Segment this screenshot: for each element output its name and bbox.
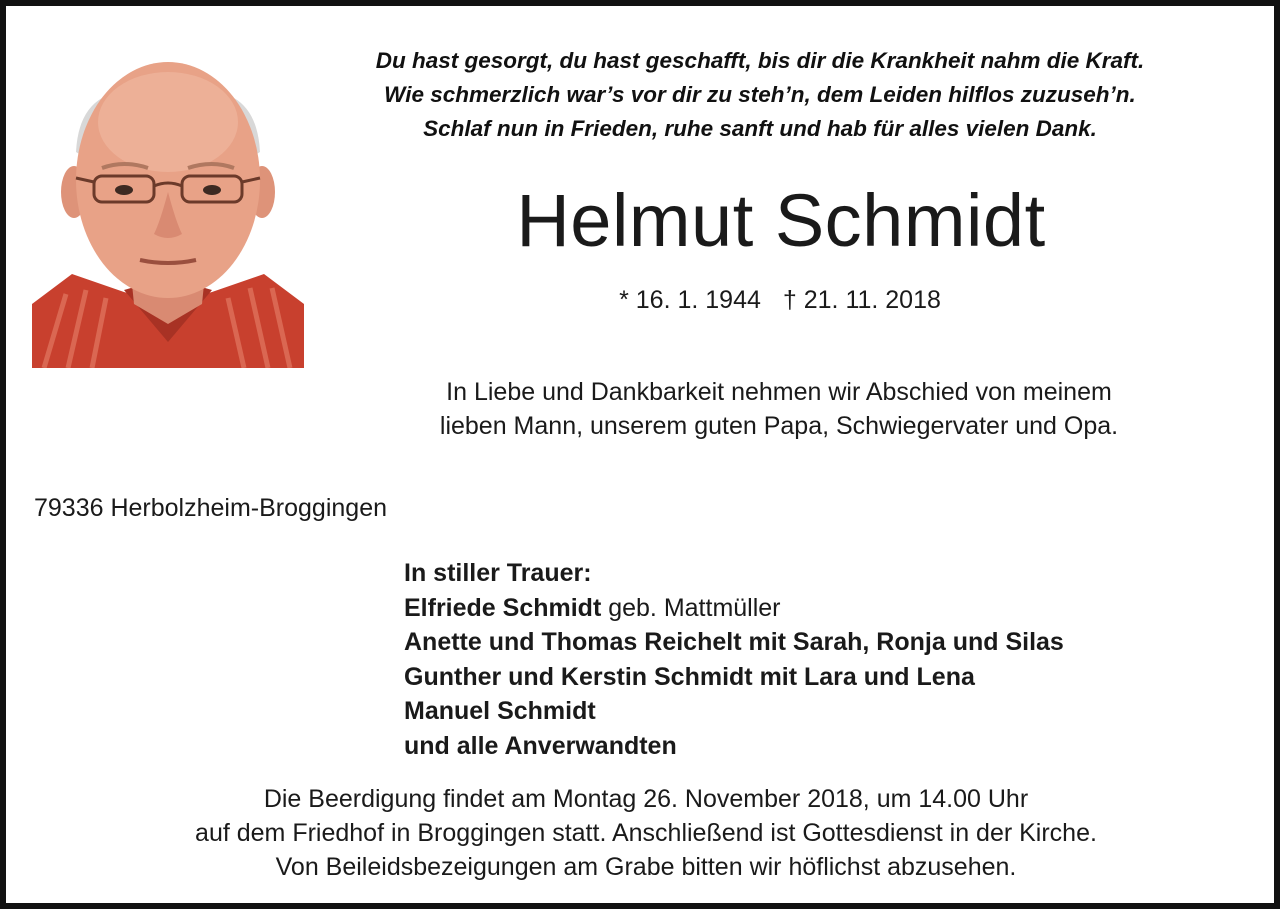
poem-line: Wie schmerzlich war’s vor dir zu steh’n, dem Leiden hilflos zuzuseh’n. (384, 82, 1136, 107)
farewell-text (336, 375, 1222, 443)
mourner-family: Anette und Thomas Reichelt mit Sarah, Ronja und Silas (404, 628, 1064, 656)
spouse-name: Elfriede Schmidt (404, 593, 602, 622)
poem-line: Du hast gesorgt, du hast geschafft, bis dir die Krankheit nahm die Kraft. (375, 48, 1145, 73)
mourner-spouse (404, 591, 1264, 626)
mourner-family: Manuel Schmidt (404, 697, 596, 725)
birth-date: * 16. 1. 1944 (619, 286, 761, 314)
mourner-family: und alle Anverwandten (404, 731, 677, 760)
funeral-line: Die Beerdigung findet am Montag 26. November 2018, um 14.00 Uhr (263, 785, 1029, 813)
funeral-line: Von Beileidsbezeigungen am Grabe bitten wir höflichst abzusehen. (275, 853, 1017, 881)
place-of-residence: 79336 Herbolzheim-Broggingen (34, 494, 388, 522)
mourners-heading: In stiller Trauer: (404, 559, 592, 587)
poem (256, 44, 1264, 146)
funeral-info (36, 782, 1256, 884)
spouse-maiden-name: geb. Mattmüller (608, 593, 781, 622)
death-date: † 21. 11. 2018 (782, 286, 941, 314)
farewell-line: In Liebe und Dankbarkeit nehmen wir Abschied von meinem (446, 378, 1112, 406)
funeral-line: auf dem Friedhof in Broggingen statt. Anschließend ist Gottesdienst in der Kirche. (195, 819, 1097, 847)
life-dates (506, 284, 1054, 316)
mourners-list (404, 556, 1264, 763)
poem-line: Schlaf nun in Frieden, ruhe sanft und hab für alles vielen Dank. (423, 116, 1097, 141)
deceased-name: Helmut Schmidt (516, 179, 1046, 262)
farewell-line: lieben Mann, unserem guten Papa, Schwiegervater und Opa. (439, 412, 1119, 440)
mourner-family: Gunther und Kerstin Schmidt mit Lara und Lena (404, 662, 975, 691)
